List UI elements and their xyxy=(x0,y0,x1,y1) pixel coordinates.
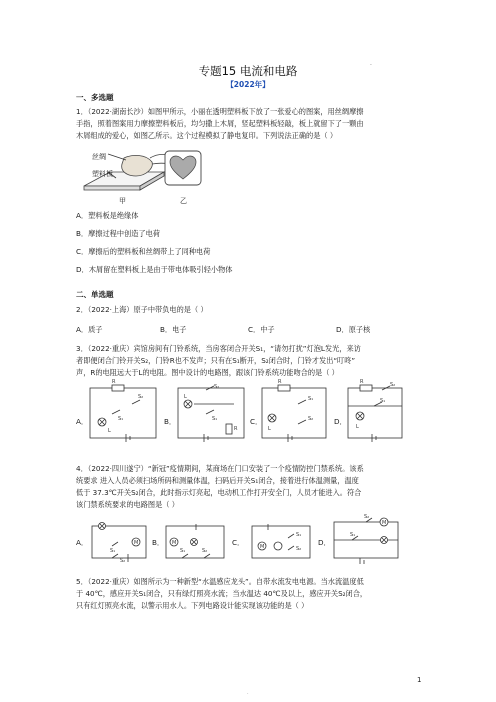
q3-label-d: D． xyxy=(334,417,347,426)
q5-line-3: 只有红灯照亮水流，以警示用水人。下列电路设计能实现该功能的是（ ） xyxy=(76,601,309,610)
page-title: 专题15 电流和电路 xyxy=(198,64,298,78)
q1-line-3: 木屑组成的爱心，如图乙所示。这个过程模拟了静电复印。下列说法正确的是（ ） xyxy=(76,131,338,140)
svg-text:S₁: S₁ xyxy=(212,416,218,422)
q2-option-d: D．原子核 xyxy=(336,325,371,334)
q3-circuit-c xyxy=(258,379,330,442)
q4-label-a: A． xyxy=(76,538,89,547)
q3-line-2: 者即便闭合门铃开关S₂，门铃R也不发声；只有在S₁断开，S₂闭合时，门铃才发出“叮咚” xyxy=(76,356,356,365)
svg-text:S₂: S₂ xyxy=(202,548,208,554)
q3-line-1: 3．（2022·重庆）宾馆房间有门铃系统，当房客闭合开关S₁，“请勿打扰”灯泡L发光，来访 xyxy=(76,344,361,353)
svg-text:R: R xyxy=(234,426,238,432)
svg-text:R: R xyxy=(360,379,364,385)
q3-circuit-b xyxy=(174,384,248,442)
svg-text:S₂: S₂ xyxy=(308,416,314,422)
svg-text:R: R xyxy=(278,379,282,385)
svg-text:R: R xyxy=(112,379,116,385)
footer-dot: . xyxy=(247,690,249,696)
svg-text:L: L xyxy=(184,394,187,400)
svg-text:S₁: S₁ xyxy=(110,548,116,554)
q1-line-1: 1．（2022·湖南长沙）如图甲所示，小丽在透明塑料板下放了一张爱心的图案，用丝绸摩擦 xyxy=(76,107,364,116)
q5-line-1: 5．（2022·重庆）如图所示为一种新型“水温感应龙头”。自带水流发电电源。当水流温度低 xyxy=(76,577,364,586)
svg-text:S₁: S₁ xyxy=(118,416,124,422)
svg-text:M: M xyxy=(260,544,265,550)
q4-line-2: 统要求 进入人员必须扫场所码和测量体温，扫码后开关S₁闭合，接着进行体温测量，温度 xyxy=(76,476,359,485)
fig-caption-jia: 甲 xyxy=(119,197,126,205)
year-tag: 【2022年】 xyxy=(226,80,270,89)
svg-text:S₂: S₂ xyxy=(390,382,396,388)
svg-text:S₂: S₂ xyxy=(214,384,220,390)
fig-label-silk: 丝绸 xyxy=(92,153,106,161)
q2-option-c: C．中子 xyxy=(248,325,275,334)
q1-option-c: C．摩擦后的塑料板和丝绸带上了同种电荷 xyxy=(76,247,211,256)
fig-label-board: 塑料板 xyxy=(92,170,113,178)
svg-text:S₂: S₂ xyxy=(296,546,302,552)
svg-text:S₂: S₂ xyxy=(120,558,126,564)
page-number: 1 xyxy=(417,676,422,684)
q3-line-3: 声，R的电阻远大于L的电阻。图中设计的电路图，跟该门铃系统功能吻合的是（ ） xyxy=(76,368,339,377)
svg-text:L: L xyxy=(268,426,271,432)
fig-caption-yi: 乙 xyxy=(180,197,187,205)
svg-text:M: M xyxy=(134,540,139,546)
q1-option-b: B．摩擦过程中创造了电荷 xyxy=(76,229,160,238)
heart-figure xyxy=(164,150,204,188)
q3-circuit-a xyxy=(86,379,160,442)
svg-text:L: L xyxy=(356,424,359,430)
svg-text:S₂: S₂ xyxy=(364,514,370,520)
q2-option-a: A．质子 xyxy=(76,325,103,334)
q2-option-b: B．电子 xyxy=(160,325,187,334)
q4-label-c: C． xyxy=(232,538,245,547)
q3-label-b: B． xyxy=(164,417,177,426)
section-single-choice: 二、单选题 xyxy=(76,290,114,299)
svg-text:M: M xyxy=(382,520,387,526)
svg-text:M: M xyxy=(172,540,177,546)
svg-text:S₁: S₁ xyxy=(296,532,302,538)
svg-text:S₁: S₁ xyxy=(308,396,314,402)
section-multi-choice: 一、多选题 xyxy=(76,93,114,102)
q4-circuit-c xyxy=(248,522,314,562)
q4-label-b: B． xyxy=(152,538,165,547)
svg-text:S₂: S₂ xyxy=(138,394,144,400)
q4-circuit-d xyxy=(330,514,402,564)
q3-label-a: A． xyxy=(76,417,89,426)
header-dot: . xyxy=(370,60,372,67)
q2-stem: 2．（2022·上海）原子中带负电的是（ ） xyxy=(76,305,208,314)
q1-line-2: 手指，照着图案用力摩擦塑料板后，均匀撒上木屑，竖起塑料板轻敲，板上就留下了一颗由 xyxy=(76,119,364,128)
svg-text:S₁: S₁ xyxy=(380,398,386,404)
svg-text:L: L xyxy=(108,428,111,434)
q1-option-d: D．木屑留在塑料板上是由于带电体吸引轻小物体 xyxy=(76,265,233,274)
q5-line-2: 于 40℃，感应开关S₁闭合，只有绿灯照亮水流；当水温达 40℃及以上，感应开关S₂闭合， xyxy=(76,589,368,598)
q4-line-4: 该门禁系统要求的电路图是（ ） xyxy=(76,500,179,509)
q4-circuit-a xyxy=(88,522,150,562)
q1-option-a: A．塑料板是绝缘体 xyxy=(76,211,139,220)
q4-line-1: 4．（2022·四川遂宁）“新冠”疫情期间，某商场在门口安装了一个疫情防控门禁系统。该系 xyxy=(76,464,364,473)
q4-label-d: D． xyxy=(318,538,331,547)
q3-label-c: C． xyxy=(250,417,263,426)
q4-circuit-b xyxy=(162,522,228,562)
q4-line-3: 低于 37.3℃开关S₂闭合，此时指示灯亮起，电动机工作打开安全门，人员才能进入。符合 xyxy=(76,488,362,497)
svg-text:S₁: S₁ xyxy=(180,548,186,554)
q3-circuit-d xyxy=(344,379,406,442)
svg-text:S₁: S₁ xyxy=(350,532,356,538)
